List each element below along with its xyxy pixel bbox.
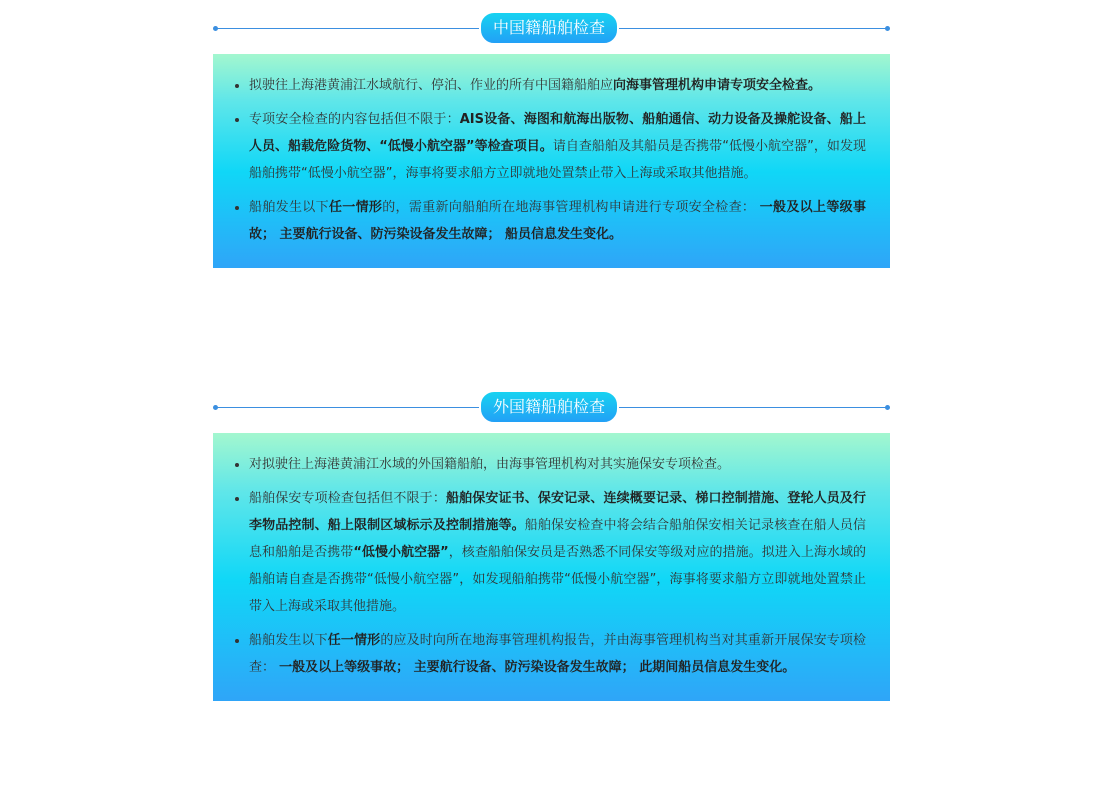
emphasis-text: 一般及以上等级事故； 主要航行设备、防污染设备发生故障； 此期间船员信息发生变化。 (279, 660, 796, 675)
emphasis-text: 向海事管理机构申请专项安全检查。 (613, 78, 822, 93)
list-item (249, 485, 866, 620)
emphasis-text: “低慢小航空器” (353, 545, 449, 560)
emphasis-text: 船舶保安证书、保安记录、连续概要记录、梯口控制措施、登轮人员及行李物品控制、船上限制区域标示及控制措施等。 (249, 491, 866, 533)
divider-dot-icon (213, 26, 218, 31)
body-text: ，核查船舶保安员是否熟悉不同保安等级对应的措施。拟进入上海水域的船舶请自查是否携带“低慢小航空器”，如发现船舶携带“低慢小航空器”，海事将要求船方立即就地处置禁止带入上海或采取其他措施。 (249, 545, 866, 614)
body-text: 船舶保安专项检查包括但不限于： (249, 491, 446, 506)
section-content-panel (213, 54, 890, 268)
body-text: 的应及时向所在地海事管理机构报告，并由海事管理机构当对其重新开展保安专项检查： (249, 633, 866, 675)
section-domestic-ship-inspection (213, 8, 890, 268)
body-text: 的，需重新向船舶所在地海事管理机构申请进行专项安全检查： (382, 200, 760, 215)
body-text: 专项安全检查的内容包括但不限于： (249, 112, 460, 127)
section-foreign-ship-inspection (213, 387, 890, 701)
body-text: 请自查船舶及其船员是否携带“低慢小航空器”，如发现船舶携带“低慢小航空器”，海事将要求船方立即就地处置禁止带入上海或采取其他措施。 (249, 139, 866, 181)
list-item (249, 194, 866, 248)
bullet-list (237, 72, 866, 248)
body-text: 船舶保安检查中将会结合船舶保安相关记录核查在船人员信息和船舶是否携带 (249, 518, 866, 560)
section-title: 外国籍船舶检查 (479, 390, 619, 424)
list-item (249, 627, 866, 681)
section-header (213, 8, 890, 48)
divider-dot-icon (213, 405, 218, 410)
section-title: 中国籍船舶检查 (479, 11, 619, 45)
list-item (249, 106, 866, 187)
divider-dot-icon (885, 26, 890, 31)
section-header (213, 387, 890, 427)
list-item (249, 72, 866, 99)
emphasis-text: AIS设备、海图和航海出版物、船舶通信、动力设备及操舵设备、船上人员、船载危险货物、“低慢小航空器”等检查项目。 (249, 112, 866, 154)
body-text: 对拟驶往上海港黄浦江水域的外国籍船舶，由海事管理机构对其实施保安专项检查。 (249, 457, 731, 472)
bullet-list (237, 451, 866, 681)
section-content-panel (213, 433, 890, 701)
list-item (249, 451, 866, 478)
emphasis-text: 任一情形 (327, 633, 381, 648)
divider-dot-icon (885, 405, 890, 410)
body-text: 船舶发生以下 (249, 633, 328, 648)
body-text: 船舶发生以下 (249, 200, 329, 215)
emphasis-text: 任一情形 (328, 200, 383, 215)
emphasis-text: 一般及以上等级事故； 主要航行设备、防污染设备发生故障； 船员信息发生变化。 (249, 200, 866, 242)
body-text: 拟驶往上海港黄浦江水域航行、停泊、作业的所有中国籍船舶应 (249, 78, 614, 93)
